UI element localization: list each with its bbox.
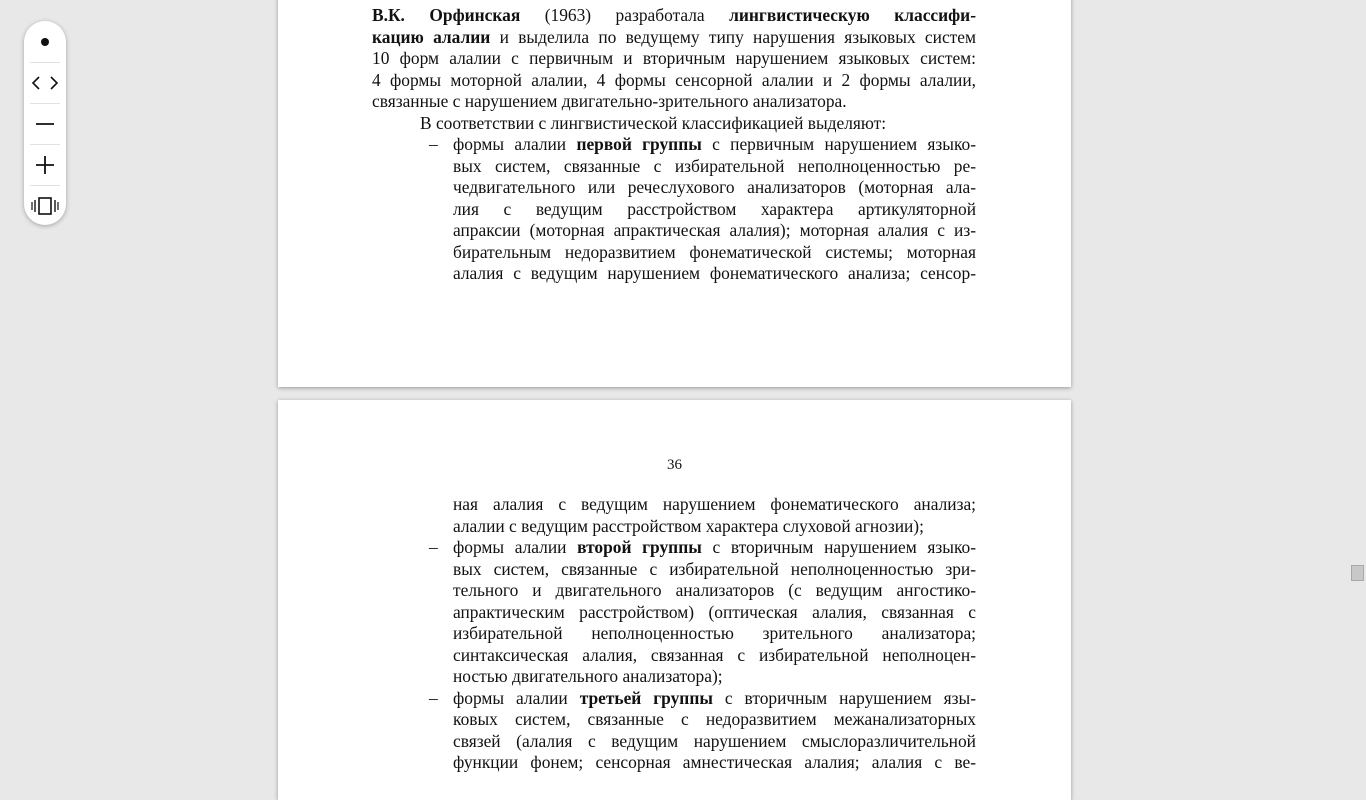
line-text [372,113,976,135]
line-text [372,537,976,559]
bold-text: лингвистическую классифи- [729,5,976,25]
text-line [372,580,976,602]
line-text [372,602,976,624]
text-segment: В соответствии с лингвистической классификацией выделяют: [420,112,887,133]
text-segment: апрактическим расстройством) (оптическая алалия, связанная с [453,601,976,622]
line-text [372,177,976,199]
page-body [372,494,976,774]
navigate-arrows-icon[interactable] [24,63,66,103]
line-text [372,731,976,753]
dot-icon[interactable] [24,22,66,62]
text-line [372,27,976,49]
bold-text: В.К. Орфинская [372,5,521,25]
text-segment: формы алалии [453,134,577,154]
page-body [372,5,976,285]
text-line [372,494,976,516]
bold-text: второй группы [577,537,702,557]
line-text [372,220,976,242]
text-line [372,752,976,774]
text-line [372,70,976,92]
page-number: 36 [667,457,682,473]
text-line [372,113,976,135]
line-text [372,709,976,731]
text-line [372,242,976,264]
text-line [372,199,976,221]
text-line [372,645,976,667]
text-line [372,177,976,199]
text-line [372,48,976,70]
viewer-toolbar [24,21,66,225]
list-dash: – [429,687,438,708]
line-text [372,242,976,264]
text-segment: тельного и двигательного анализаторов (с ведущим ангостико- [453,580,976,600]
text-segment: синтаксическая алалия, связанная с избирательной неполноцен- [453,644,976,665]
line-text [372,688,976,710]
text-segment: 10 форм алалии с первичным и вторичным нарушением языковых систем: [372,48,976,68]
list-item-line [372,134,976,156]
text-segment: функции фонем; сенсорная амнестическая алалия; алалия с ве- [453,752,976,772]
text-line [372,5,976,27]
text-segment: связей (алалия с ведущим нарушением смыслоразличительной [453,730,976,751]
line-text [372,263,976,285]
text-segment: с вторичным нарушением языко- [701,537,976,557]
text-segment: ностью двигательного анализатора); [453,666,723,686]
line-text [372,156,976,178]
pdf-page-35 [278,0,1071,387]
text-segment: связанные с нарушением двигательно-зрительного анализатора. [372,91,847,111]
text-segment: чедвигательного или речеслухового анализаторов (моторная ала- [453,177,976,197]
line-text [372,70,976,92]
line-text [372,559,976,581]
bold-text: первой группы [576,134,702,154]
list-item-line [372,688,976,710]
scrollbar-thumb[interactable] [1351,565,1364,581]
text-segment: (1963) разработала [520,5,730,25]
line-text [372,48,976,70]
text-line [372,623,976,645]
text-segment: формы алалии [453,687,580,708]
text-line [372,731,976,753]
line-text [372,5,976,27]
bold-text: третьей группы [579,687,713,708]
text-segment: избирательной неполноценностью зрительного анализатора; [453,623,976,643]
text-segment: апраксии (моторная апрактическая алалия); моторная алалия с из- [453,220,976,240]
line-text [372,199,976,221]
line-text [372,752,976,774]
text-line [372,709,976,731]
text-segment: вых систем, связанные с избирательной неполноценностью зри- [453,558,976,579]
text-segment: вых систем, связанные с избирательной неполноценностью ре- [453,155,976,176]
line-text [372,645,976,667]
line-text [372,134,976,156]
text-segment: формы алалии [453,537,578,557]
text-segment: бирательным недоразвитием фонематической системы; моторная [453,241,976,262]
text-line [372,516,976,538]
line-text [372,91,976,113]
list-item-line [372,537,976,559]
list-dash: – [429,134,438,154]
text-line [372,220,976,242]
line-text [372,516,976,538]
text-segment: ковых систем, связанные с недоразвитием межанализаторных [453,709,976,729]
text-line [372,666,976,688]
line-text [372,580,976,602]
zoom-out-icon[interactable] [24,104,66,144]
bold-text: кацию алалии [372,26,491,47]
text-segment: с первичным нарушением языко- [701,134,976,154]
text-segment: 4 формы моторной алалии, 4 формы сенсорной алалии и 2 формы алалии, [372,69,976,90]
text-segment: лия с ведущим расстройством характера артикуляторной [453,198,976,219]
line-text [372,27,976,49]
text-line [372,559,976,581]
zoom-in-icon[interactable] [24,145,66,185]
pdf-page-36 [278,400,1071,800]
text-line [372,156,976,178]
text-segment: с вторичным нарушением язы- [712,687,977,708]
text-segment: алалия с ведущим нарушением фонематического анализа; сенсор- [453,263,976,283]
line-text [372,623,976,645]
text-segment: и выделила по ведущему типу нарушения языковых систем [490,26,976,47]
line-text [372,494,976,516]
text-segment: ная алалия с ведущим нарушением фонематического анализа; [453,494,976,514]
list-dash: – [429,537,438,557]
text-line [372,602,976,624]
text-line [372,263,976,285]
line-text [372,666,976,688]
text-segment: алалии с ведущим расстройством характера слуховой агнозии); [453,515,924,536]
text-line [372,91,976,113]
page-view-icon[interactable] [24,186,66,226]
